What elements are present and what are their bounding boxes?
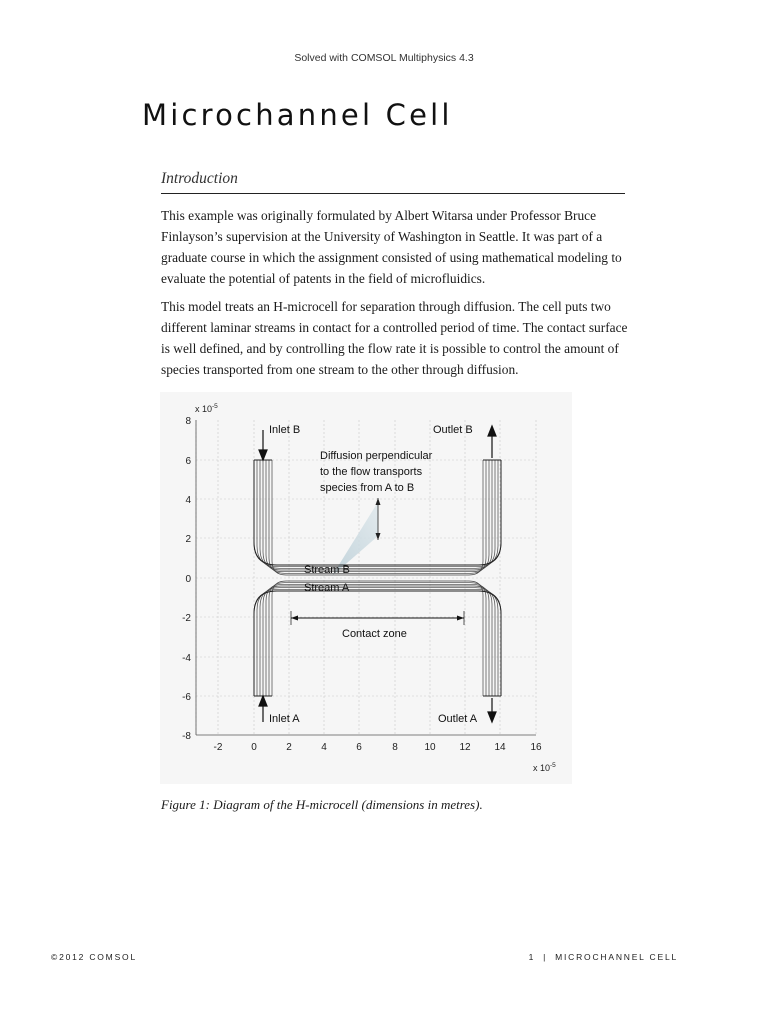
outlet-b-arrowhead	[488, 426, 496, 436]
x-tick-label: 4	[321, 742, 327, 753]
intro-paragraph-2: This model treats an H-microcell for separation through diffusion. The cell puts two different laminar streams in contact for a controlled period of time. The contact surface is well defined, and by controlling the flow rate it is possible to control the amount of species transported from one stream to the other through diffusion.	[161, 299, 628, 377]
x-tick-label: 14	[494, 742, 506, 753]
outlet-a-label: Outlet A	[438, 713, 478, 725]
x-tick-label: 16	[530, 742, 542, 753]
diffusion-label-line-2: to the flow transports	[320, 466, 423, 478]
page-title: Microchannel Cell	[142, 98, 453, 132]
stream-a-streamline	[254, 591, 501, 696]
x-tick-label: -2	[213, 742, 223, 753]
x-scale-label: x $10^{-5}$	[533, 762, 556, 773]
x-tick-label: 6	[356, 742, 362, 753]
stream-a-streamline	[266, 584, 489, 696]
contact-zone-arrowhead	[291, 616, 298, 621]
x-tick-label: 12	[459, 742, 471, 753]
outlet-a-arrowhead	[488, 712, 496, 722]
y-scale-label: x $10^{-5}$	[195, 403, 218, 414]
h-microcell-diagram	[160, 392, 572, 784]
stream-b-label: Stream B	[304, 564, 350, 576]
inlet-a-label: Inlet A	[269, 713, 300, 725]
contact-zone-arrowhead	[457, 616, 464, 621]
y-tick-label: 4	[185, 495, 191, 506]
stream-a-streamline	[260, 588, 495, 696]
stream-a-label: Stream A	[304, 582, 350, 594]
diffusion-label-line-1: Diffusion perpendicular	[320, 450, 433, 462]
diffusion-label-line-3: species from A to B	[320, 482, 415, 494]
page-header: Solved with COMSOL Multiphysics 4.3	[294, 52, 474, 64]
figure-caption: Figure 1: Diagram of the H-microcell (dimensions in metres).	[161, 797, 483, 812]
stream-a-streamline	[263, 586, 492, 696]
y-tick-label: 8	[185, 416, 191, 427]
y-tick-label: -8	[182, 731, 191, 742]
x-tick-label: 0	[251, 742, 257, 753]
footer-copyright: ©2012 COMSOL	[51, 952, 137, 962]
intro-paragraph-1: This example was originally formulated by Albert Witarsa under Professor Bruce Finlayson’s supervision at the University of Washington in Seattle. It was part of a graduate course in which the assignment consisted of using mathematical modeling to evaluate the potential of patents in the field of microfluidics.	[161, 208, 622, 286]
x-tick-label: 8	[392, 742, 398, 753]
y-tick-label: 2	[185, 534, 191, 545]
x-tick-label: 10	[424, 742, 436, 753]
x-tick-label: 2	[286, 742, 292, 753]
page-number: 1	[528, 952, 536, 962]
inlet-b-label: Inlet B	[269, 424, 301, 436]
y-tick-label: 6	[185, 456, 191, 467]
inlet-a-arrowhead	[259, 696, 267, 706]
h-microcell-figure	[160, 392, 572, 784]
inlet-b-arrowhead	[259, 450, 267, 460]
channel-wall	[254, 591, 501, 696]
stream-a-streamline	[257, 589, 498, 696]
y-tick-label: 0	[185, 574, 191, 585]
y-tick-label: -2	[182, 613, 191, 624]
contact-zone-label: Contact zone	[342, 628, 407, 640]
footer-section-title: MICROCHANNEL CELL	[555, 952, 678, 962]
outlet-b-label: Outlet B	[433, 424, 473, 436]
section-heading-introduction: Introduction	[161, 170, 625, 194]
footer-page-info	[529, 952, 678, 962]
footer-separator: |	[543, 952, 548, 962]
y-tick-label: -4	[182, 653, 191, 664]
y-tick-label: -6	[182, 692, 191, 703]
